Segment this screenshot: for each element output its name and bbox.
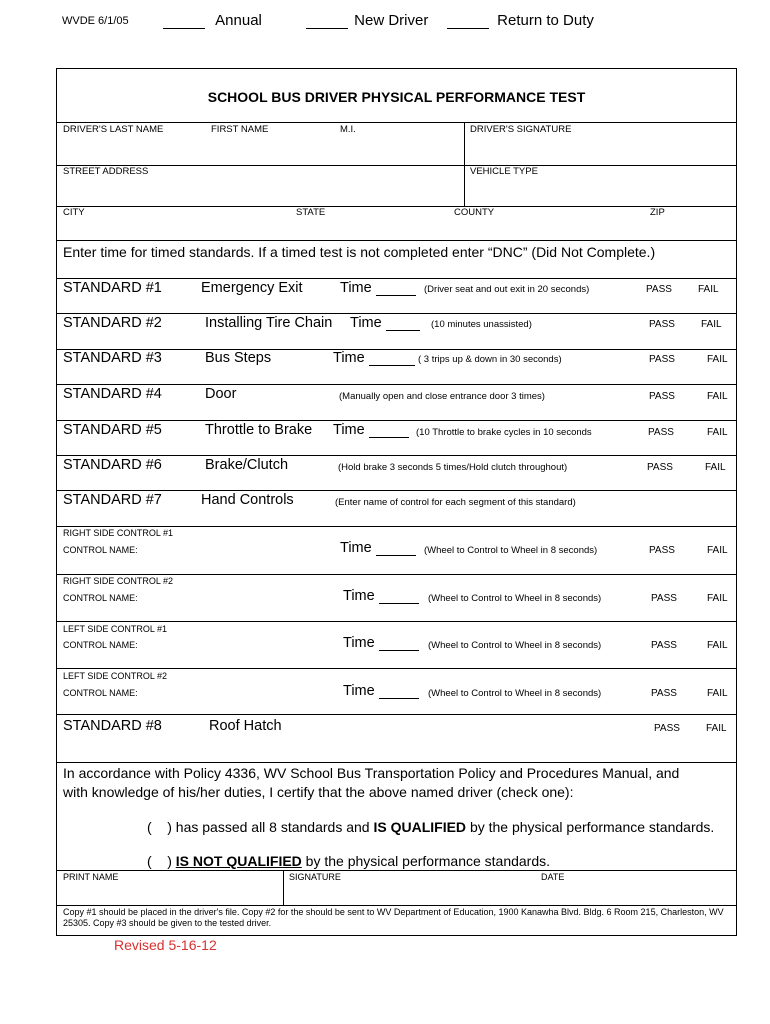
standard-number: STANDARD #2 — [63, 315, 162, 331]
form-id: WVDE 6/1/05 — [62, 15, 129, 27]
standard-name: Throttle to Brake — [205, 422, 313, 438]
signature-field[interactable]: SIGNATURE — [289, 872, 341, 882]
annual-label: Annual — [215, 12, 262, 29]
qualified-option[interactable] — [147, 819, 714, 835]
fail-option[interactable]: FAIL — [698, 284, 719, 295]
print-name-field[interactable]: PRINT NAME — [63, 872, 119, 882]
county-field[interactable]: COUNTY — [454, 207, 495, 218]
time-blank[interactable] — [369, 351, 415, 366]
state-field[interactable]: STATE — [296, 207, 326, 218]
control-note: (Wheel to Control to Wheel in 8 seconds) — [428, 688, 602, 699]
standard-note: (Manually open and close entrance door 3 times) — [339, 391, 545, 402]
standard-name: Hand Controls — [201, 492, 294, 508]
control-title: RIGHT SIDE CONTROL #2 — [63, 576, 174, 586]
standard-number: STANDARD #6 — [63, 457, 162, 473]
not-qualified-text-post: by the physical performance standards. — [305, 853, 551, 869]
instruction-text: Enter time for timed standards. If a timed test is not completed enter “DNC” (Did Not Complete.) — [63, 244, 656, 260]
standard-note: ( 3 trips up & down in 30 seconds) — [418, 354, 562, 365]
form-title: SCHOOL BUS DRIVER PHYSICAL PERFORMANCE TEST — [207, 89, 586, 105]
time-field[interactable] — [350, 315, 420, 331]
pass-option[interactable]: PASS — [648, 427, 674, 438]
time-field[interactable] — [343, 588, 419, 604]
time-label: Time — [333, 350, 365, 366]
time-label: Time — [333, 422, 365, 438]
time-field[interactable] — [343, 635, 419, 651]
control-note: (Wheel to Control to Wheel in 8 seconds) — [428, 593, 602, 604]
standard-number: STANDARD #3 — [63, 350, 162, 366]
fail-option[interactable]: FAIL — [707, 545, 728, 556]
pass-option[interactable]: PASS — [651, 688, 677, 699]
time-field[interactable] — [343, 683, 419, 699]
time-label: Time — [343, 683, 375, 699]
standard-note: (Hold brake 3 seconds 5 times/Hold clutch throughout) — [338, 462, 568, 473]
standard-number: STANDARD #1 — [63, 280, 162, 296]
control-title: RIGHT SIDE CONTROL #1 — [63, 528, 174, 538]
pass-option[interactable]: PASS — [651, 593, 677, 604]
annual-option[interactable] — [163, 12, 262, 29]
control-name-field[interactable]: CONTROL NAME: — [63, 688, 138, 698]
qualified-text-bold: IS QUALIFIED — [373, 819, 467, 835]
control-name-field[interactable]: CONTROL NAME: — [63, 545, 138, 555]
standard-name: Installing Tire Chain — [205, 315, 333, 331]
revised-date: Revised 5-16-12 — [114, 937, 217, 953]
fail-option[interactable]: FAIL — [707, 640, 728, 651]
standard-note: (Driver seat and out exit in 20 seconds) — [424, 284, 590, 295]
time-blank[interactable] — [376, 541, 416, 556]
time-field[interactable] — [340, 280, 416, 296]
fail-option[interactable]: FAIL — [707, 427, 728, 438]
control-title: LEFT SIDE CONTROL #1 — [63, 624, 168, 634]
standard-name: Bus Steps — [205, 350, 272, 366]
qualified-text-pre: has passed all 8 standards and — [175, 819, 370, 835]
street-address-field[interactable]: STREET ADDRESS — [63, 166, 149, 177]
return-to-duty-blank[interactable] — [447, 14, 489, 29]
control-note: (Wheel to Control to Wheel in 8 seconds) — [428, 640, 602, 651]
time-label: Time — [340, 540, 372, 556]
city-field[interactable]: CITY — [63, 207, 85, 218]
certification-line-2: with knowledge of his/her duties, I certify that the above named driver (check one): — [63, 784, 574, 800]
control-name-field[interactable]: CONTROL NAME: — [63, 640, 138, 650]
time-label: Time — [343, 635, 375, 651]
vehicle-type-field[interactable]: VEHICLE TYPE — [470, 166, 538, 177]
pass-option[interactable]: PASS — [649, 545, 675, 556]
time-blank[interactable] — [379, 636, 419, 651]
standard-name: Brake/Clutch — [205, 457, 289, 473]
not-qualified-text-bold: IS NOT QUALIFIED — [175, 853, 302, 869]
time-field[interactable] — [340, 540, 416, 556]
return-to-duty-label: Return to Duty — [497, 12, 594, 29]
standard-number: STANDARD #8 — [63, 718, 162, 734]
standard-note: (10 Throttle to brake cycles in 10 seconds — [416, 427, 592, 438]
standard-note: (Enter name of control for each segment of this standard) — [335, 497, 576, 508]
fail-option[interactable]: FAIL — [707, 688, 728, 699]
time-blank[interactable] — [369, 423, 409, 438]
standard-note: (10 minutes unassisted) — [431, 319, 532, 330]
standard-name: Door — [205, 386, 237, 402]
fail-option[interactable]: FAIL — [701, 319, 722, 330]
time-blank[interactable] — [376, 281, 416, 296]
time-label: Time — [343, 588, 375, 604]
fail-option[interactable]: FAIL — [705, 462, 726, 473]
pass-option[interactable]: PASS — [647, 462, 673, 473]
fail-option[interactable]: FAIL — [707, 354, 728, 365]
footer-note: Copy #1 should be placed in the driver's file. Copy #2 for the should be sent to WV Department of Education, 1900 Kanawha Blvd. Bldg. 6 Room 215, Charleston, WV 25305. Copy #3 should be given to the tested driver. — [63, 907, 724, 928]
time-blank[interactable] — [386, 316, 420, 331]
time-field[interactable] — [333, 422, 409, 438]
fail-option[interactable]: FAIL — [707, 391, 728, 402]
pass-option[interactable]: PASS — [651, 640, 677, 651]
pass-option[interactable]: PASS — [654, 723, 680, 734]
new-driver-blank[interactable] — [306, 14, 348, 29]
time-field[interactable] — [333, 350, 415, 366]
first-name-field[interactable]: FIRST NAME — [211, 124, 269, 135]
standard-number: STANDARD #4 — [63, 386, 162, 402]
time-blank[interactable] — [379, 684, 419, 699]
pass-option[interactable]: PASS — [646, 284, 672, 295]
not-qualified-option[interactable] — [147, 853, 550, 869]
qualified-text-post: by the physical performance standards. — [469, 819, 715, 835]
pass-option[interactable]: PASS — [649, 354, 675, 365]
last-name-field[interactable]: DRIVER'S LAST NAME — [63, 124, 164, 135]
control-note: (Wheel to Control to Wheel in 8 seconds) — [424, 545, 598, 556]
certification-line-1: In accordance with Policy 4336, WV School Bus Transportation Policy and Procedures Manual, and — [63, 765, 680, 781]
qualified-checkbox[interactable]: ( ) — [147, 819, 172, 835]
driver-signature-field[interactable]: DRIVER'S SIGNATURE — [470, 124, 572, 135]
pass-option[interactable]: PASS — [649, 391, 675, 402]
standard-number: STANDARD #5 — [63, 422, 162, 438]
date-field[interactable]: DATE — [541, 872, 565, 882]
standard-name: Roof Hatch — [209, 718, 282, 734]
return-to-duty-option[interactable] — [447, 12, 594, 29]
new-driver-option[interactable] — [306, 12, 428, 29]
control-title: LEFT SIDE CONTROL #2 — [63, 671, 168, 681]
new-driver-label: New Driver — [354, 12, 429, 29]
mi-field[interactable]: M.I. — [340, 124, 356, 135]
not-qualified-checkbox[interactable]: ( ) — [147, 853, 172, 869]
time-blank[interactable] — [379, 589, 419, 604]
annual-blank[interactable] — [163, 14, 205, 29]
fail-option[interactable]: FAIL — [707, 593, 728, 604]
control-name-field[interactable]: CONTROL NAME: — [63, 593, 138, 603]
time-label: Time — [340, 280, 372, 296]
zip-field[interactable]: ZIP — [650, 207, 665, 218]
standard-number: STANDARD #7 — [63, 492, 162, 508]
fail-option[interactable]: FAIL — [706, 723, 727, 734]
pass-option[interactable]: PASS — [649, 319, 675, 330]
time-label: Time — [350, 315, 382, 331]
standard-name: Emergency Exit — [201, 280, 303, 296]
